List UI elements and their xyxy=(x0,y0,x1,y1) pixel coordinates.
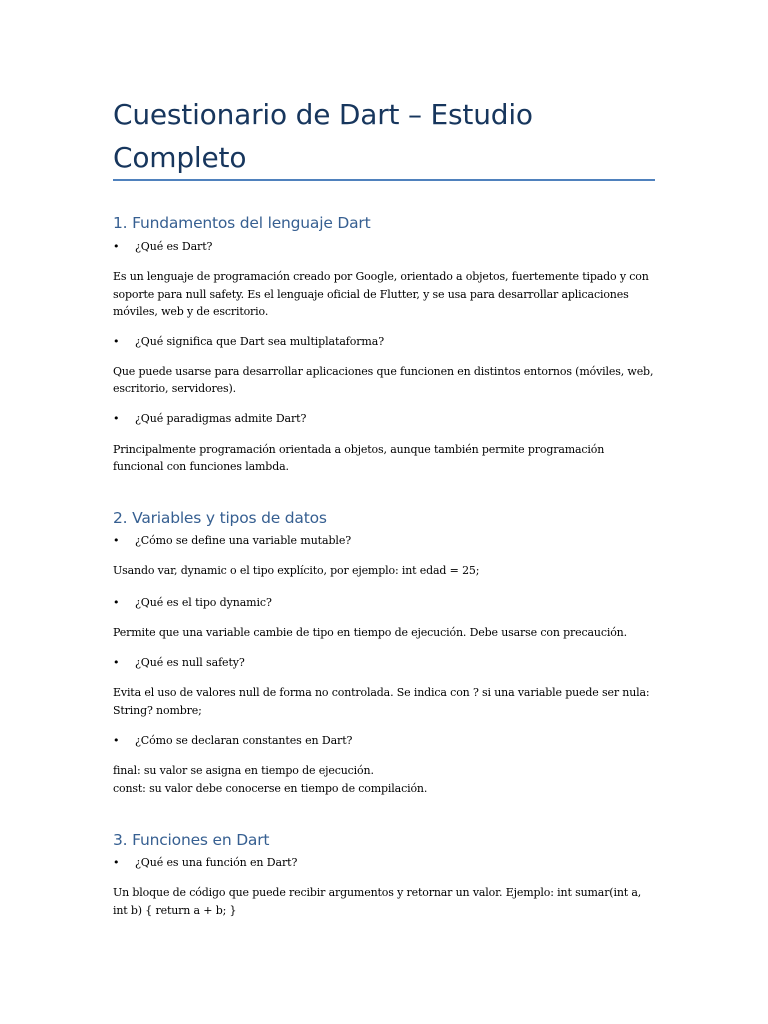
bullet-icon: • xyxy=(113,334,120,348)
answer: Es un lenguaje de programación creado por Google, orientado a objetos, fuertemente tipado y con soporte para null safety. Es el lenguaje oficial de Flutter, y se usa para desarrollar aplicaciones móviles, web y de escritorio. xyxy=(113,270,649,318)
bullet-icon: • xyxy=(113,411,120,425)
section-fundamentos xyxy=(113,212,655,476)
answer: Usando var, dynamic o el tipo explícito, por ejemplo: int edad = 25; xyxy=(113,564,480,577)
qa-item xyxy=(113,732,655,797)
section-heading: 3. Funciones en Dart xyxy=(113,831,270,849)
answer: Un bloque de código que puede recibir argumentos y retornar un valor. Ejemplo: int sumar(int a, int b) { return a + b; } xyxy=(113,886,642,917)
answer: Permite que una variable cambie de tipo en tiempo de ejecución. Debe usarse con precaución. xyxy=(113,625,627,639)
qa-item xyxy=(113,333,655,398)
question xyxy=(113,732,655,750)
section-funciones xyxy=(113,829,655,919)
qa-item xyxy=(113,532,655,580)
question xyxy=(113,238,655,256)
bullet-icon: • xyxy=(113,656,120,669)
question xyxy=(113,654,655,672)
question xyxy=(113,594,655,612)
bullet-icon: • xyxy=(113,595,120,609)
qa-item xyxy=(113,854,655,919)
bullet-icon: • xyxy=(113,734,120,747)
section-heading: 2. Variables y tipos de datos xyxy=(113,509,327,527)
answer: final: su valor se asigna en tiempo de ejecución. const: su valor debe conocerse en tiempo de compilación. xyxy=(113,764,428,795)
bullet-icon: • xyxy=(113,240,120,253)
answer: Evita el uso de valores null de forma no controlada. Se indica con ? si una variable puede ser nula: String? nombre; xyxy=(113,686,650,717)
question-text: ¿Qué es Dart? xyxy=(135,240,213,253)
question-text: ¿Qué significa que Dart sea multiplataforma? xyxy=(135,334,385,348)
section-variables xyxy=(113,507,655,797)
question xyxy=(113,333,655,351)
section-heading: 1. Fundamentos del lenguaje Dart xyxy=(113,214,371,232)
question-text: ¿Qué es el tipo dynamic? xyxy=(135,595,272,609)
title-underline xyxy=(113,179,655,181)
question xyxy=(113,532,655,550)
question-text: ¿Cómo se declaran constantes en Dart? xyxy=(135,734,353,747)
bullet-icon: • xyxy=(113,534,120,547)
answer: Que puede usarse para desarrollar aplicaciones que funcionen en distintos entornos (móviles, web, escritorio, servidores). xyxy=(113,364,654,395)
question xyxy=(113,854,655,872)
bullet-icon: • xyxy=(113,856,120,869)
qa-item xyxy=(113,594,655,642)
question-text: ¿Cómo se define una variable mutable? xyxy=(135,534,352,547)
document-title: Cuestionario de Dart – Estudio Completo xyxy=(113,98,533,174)
question-text: ¿Qué es null safety? xyxy=(135,656,245,669)
question-text: ¿Qué paradigmas admite Dart? xyxy=(135,411,307,425)
qa-item xyxy=(113,410,655,476)
answer: Principalmente programación orientada a objetos, aunque también permite programación funcional con funciones lambda. xyxy=(113,442,605,473)
question-text: ¿Qué es una función en Dart? xyxy=(135,856,298,869)
qa-item xyxy=(113,238,655,321)
question xyxy=(113,410,655,428)
qa-item xyxy=(113,654,655,719)
